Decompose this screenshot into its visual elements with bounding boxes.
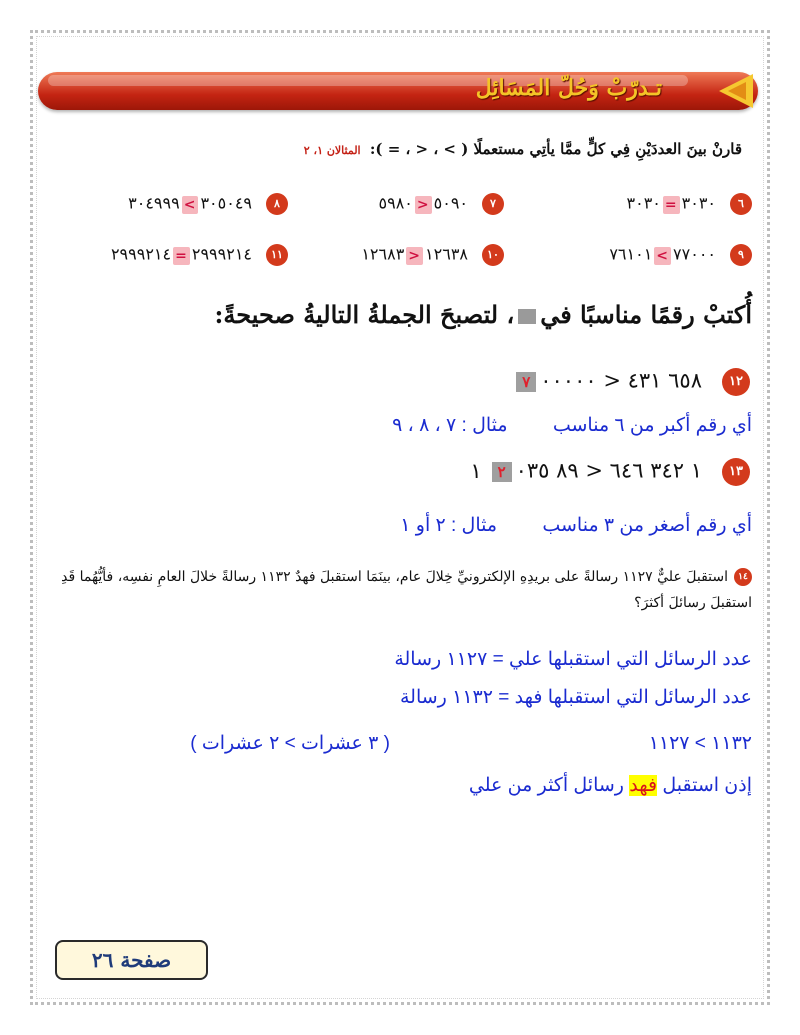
q13-answer xyxy=(400,514,752,537)
comparison-item xyxy=(361,244,504,266)
comparison-left: ٣٠٣٠ xyxy=(681,193,716,213)
q12-dots: ٠٠٠٠٠ xyxy=(540,368,597,393)
comparison-right: ٣٠٤٩٩٩ xyxy=(128,193,180,213)
solution-reason: ( ٣ عشرات > ٢ عشرات ) xyxy=(190,733,390,754)
comparison-sign: = xyxy=(664,196,678,213)
question-number: ٧ xyxy=(482,193,504,215)
question-13 xyxy=(470,458,750,486)
comparison-right: ٣٠٣٠ xyxy=(626,193,661,213)
q13-left: ١ ٣٤٢ ٦٤٦ < xyxy=(585,458,702,483)
comparison-right: ٥٩٨٠ xyxy=(378,193,413,213)
q14-text: استقبلَ عليٌّ ١١٢٧ رسالةً على بريدِهِ الإلكترونيِّ خِلالَ عام، بينَمَا استقبلَ فهدٌ ١١٣٢ رسالةً خلالَ العامِ نفسِه، فأيُّهُما قَدِ استقبلَ رسائلَ أكثرَ؟ xyxy=(61,569,752,611)
comparison-sign: < xyxy=(416,196,430,213)
solution-compare: ١١٣٢ > ١١٢٧ xyxy=(648,733,752,754)
comparison-sign: < xyxy=(408,247,422,264)
comparison-left: ٣٠٥٠٤٩ xyxy=(200,193,252,213)
comparison-sign: = xyxy=(175,247,188,264)
question-number: ١٤ xyxy=(734,568,752,586)
solution-line-2: عدد الرسائل التي استقبلها فهد = ١١٣٢ رسالة xyxy=(399,687,752,708)
q13-middle: ٨٩ ٠٣٥ xyxy=(515,458,579,483)
q13-answer-example: مثال : ٢ أو ١ xyxy=(400,515,498,536)
instruction-reference: المثالان ١، ٢ xyxy=(303,144,361,157)
q12-answer-main: أي رقم أكبر من ٦ مناسب xyxy=(552,415,752,436)
section-heading-end: ، لتصبحَ الجملةُ التاليةُ صحيحةً: xyxy=(214,300,515,329)
question-14 xyxy=(37,564,752,616)
q12-answer-example: مثال : ٧ ، ٨ ، ٩ xyxy=(392,415,508,436)
comparison-sign: > xyxy=(656,247,670,264)
q12-left: ٦٥٨ ٤٣١ < xyxy=(603,368,702,393)
conclusion-start: إذن استقبل xyxy=(662,775,752,796)
comparison-right: ١٢٦٨٣ xyxy=(361,244,405,264)
comparison-left: ٧٧٠٠٠ xyxy=(673,244,716,264)
answer-box: ٢ xyxy=(492,462,512,482)
question-number: ٨ xyxy=(266,193,288,215)
comparison-item xyxy=(379,193,504,215)
placeholder-square-icon xyxy=(518,309,536,324)
banner-arrow-inner-icon xyxy=(728,82,746,100)
q12-answer xyxy=(392,414,752,437)
solution-line-1: عدد الرسائل التي استقبلها علي = ١١٢٧ رسالة xyxy=(394,649,752,670)
section-heading-start: أُكتبْ رقمًا مناسبًا في xyxy=(540,300,752,329)
comparison-item xyxy=(609,244,752,266)
comparison-left: ٥٠٩٠ xyxy=(433,193,468,213)
section-heading xyxy=(215,300,753,329)
question-number: ٩ xyxy=(730,244,752,266)
question-number: ١٠ xyxy=(482,244,504,266)
comparison-sign: > xyxy=(183,196,197,213)
comparison-right: ٧٦١٠١ xyxy=(609,244,653,264)
comparison-item xyxy=(627,193,752,215)
instruction xyxy=(304,140,742,158)
question-12 xyxy=(512,368,750,396)
comparison-right: ٢٩٩٩٢١٤ xyxy=(110,244,172,264)
question-number: ٦ xyxy=(730,193,752,215)
comparison-item xyxy=(111,244,288,266)
comparison-item xyxy=(128,193,288,215)
section-banner xyxy=(38,72,758,110)
highlighted-name: فهد xyxy=(629,775,658,796)
answer-box: ٧ xyxy=(516,372,536,392)
conclusion-end: رسائل أكثر من علي xyxy=(468,775,624,796)
q13-answer-main: أي رقم أصغر من ٣ مناسب xyxy=(542,515,752,536)
question-number: ١١ xyxy=(266,244,288,266)
page-number-badge: صفحة ٢٦ xyxy=(55,940,208,980)
q13-first: ١ xyxy=(470,458,482,483)
comparison-left: ٢٩٩٩٢١٤ xyxy=(191,244,252,264)
solution-conclusion xyxy=(469,774,752,797)
banner-title: تـدرّبْ وَحُلّ المَسَائِل xyxy=(475,75,662,101)
question-number: ١٣ xyxy=(722,458,750,486)
instruction-text: قارنْ بينَ العددَيْنِ فِي كلٍّ ممَّا يأتِي مستعملًا ( > ، < ، = ): xyxy=(369,140,742,158)
comparison-left: ١٢٦٣٨ xyxy=(425,244,468,264)
question-number: ١٢ xyxy=(722,368,750,396)
